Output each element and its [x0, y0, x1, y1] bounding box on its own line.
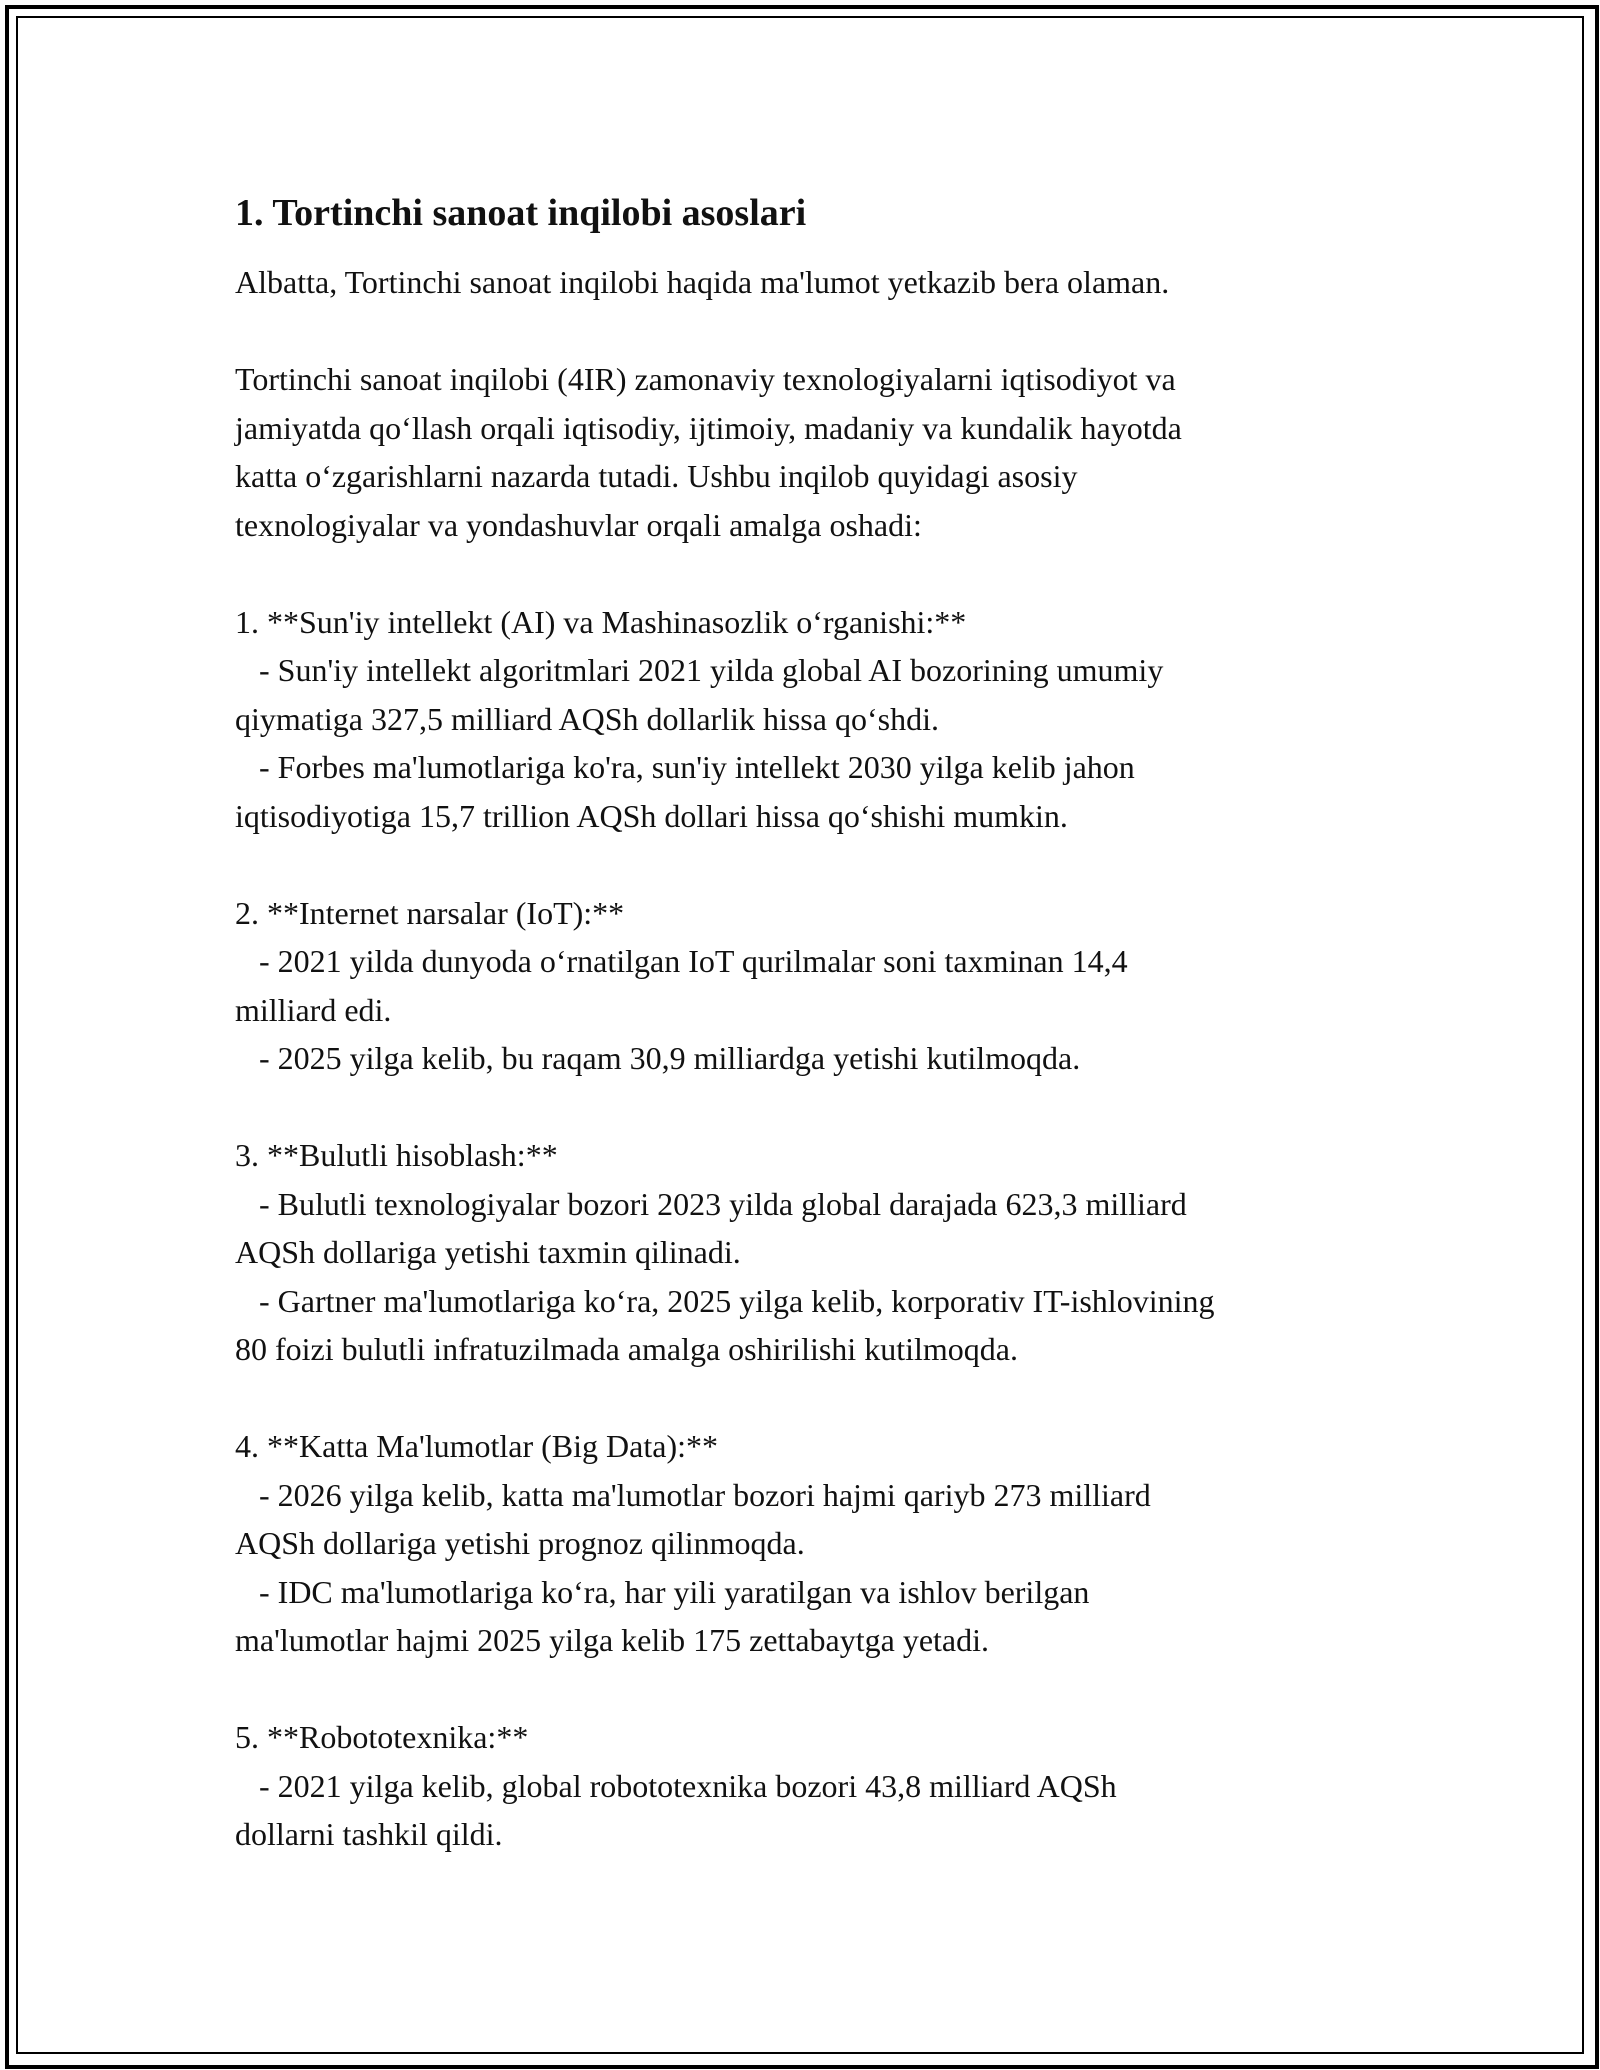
paragraph-line: texnologiyalar va yondashuvlar orqali amalga oshadi: [235, 506, 922, 543]
section-line: milliard edi. [235, 991, 392, 1028]
section-line: - 2026 yilga kelib, katta ma'lumotlar bozori hajmi qariyb 273 milliard [235, 1476, 1151, 1513]
spacer [235, 1374, 1395, 1423]
section-big-data [235, 1422, 1395, 1665]
section-cloud [235, 1131, 1395, 1374]
intro-line: Albatta, Tortinchi sanoat inqilobi haqida ma'lumot yetkazib bera olaman. [235, 264, 1170, 300]
section-heading: 3. **Bulutli hisoblash:** [235, 1137, 558, 1173]
section-line: - 2025 yilga kelib, bu raqam 30,9 milliardga yetishi kutilmoqda. [235, 1040, 1081, 1076]
paragraph-line: jamiyatda qo‘llash orqali iqtisodiy, ijtimoiy, madaniy va kundalik hayotda [235, 409, 1182, 446]
paragraph-line: katta o‘zgarishlarni nazarda tutadi. Ushbu inqilob quyidagi asosiy [235, 458, 1078, 494]
section-line: qiymatiga 327,5 milliard AQSh dollarlik hissa qo‘shdi. [235, 700, 939, 737]
section-heading: 2. **Internet narsalar (IoT):** [235, 894, 625, 931]
section-line: - 2021 yilda dunyoda o‘rnatilgan IoT qurilmalar soni taxminan 14,4 [235, 943, 1128, 979]
spacer [235, 307, 1395, 356]
section-heading: 1. **Sun'iy intellekt (AI) va Mashinasozlik o‘rganishi:** [235, 603, 967, 640]
spacer [235, 1665, 1395, 1714]
section-line: ma'lumotlar hajmi 2025 yilga kelib 175 zettabaytga yetadi. [235, 1622, 989, 1658]
section-line: - 2021 yilga kelib, global robototexnika bozori 43,8 milliard AQSh [235, 1767, 1117, 1804]
section-line: - Bulutli texnologiyalar bozori 2023 yilda global darajada 623,3 milliard [235, 1185, 1187, 1222]
section-ai [235, 598, 1395, 841]
section-line: - Sun'iy intellekt algoritmlari 2021 yilda global AI bozorining umumiy [235, 652, 1164, 688]
spacer [235, 1083, 1395, 1132]
section-line: AQSh dollariga yetishi prognoz qilinmoqda. [235, 1525, 805, 1561]
section-line: - Forbes ma'lumotlariga ko'ra, sun'iy intellekt 2030 yilga kelib jahon [235, 749, 1135, 785]
section-heading: 5. **Robototexnika:** [235, 1719, 529, 1755]
section-robotics [235, 1713, 1395, 1859]
section-line: - IDC ma'lumotlariga ko‘ra, har yili yaratilgan va ishlov berilgan [235, 1573, 1090, 1610]
section-iot [235, 889, 1395, 1083]
document-body [235, 188, 1395, 1859]
intro-paragraph [235, 355, 1395, 549]
section-line: dollarni tashkil qildi. [235, 1816, 503, 1852]
section-heading: 4. **Katta Ma'lumotlar (Big Data):** [235, 1428, 718, 1464]
section-line: 80 foizi bulutli infratuzilmada amalga oshirilishi kutilmoqda. [235, 1331, 1018, 1367]
section-line: AQSh dollariga yetishi taxmin qilinadi. [235, 1234, 741, 1270]
spacer [235, 840, 1395, 889]
section-line: - Gartner ma'lumotlariga ko‘ra, 2025 yilga kelib, korporativ IT-ishlovining [235, 1282, 1215, 1319]
document-title: 1. Tortinchi sanoat inqilobi asoslari [235, 192, 807, 234]
section-line: iqtisodiyotiga 15,7 trillion AQSh dollari hissa qo‘shishi mumkin. [235, 797, 1068, 834]
spacer [235, 549, 1395, 598]
paragraph-line: Tortinchi sanoat inqilobi (4IR) zamonaviy texnologiyalarni iqtisodiyot va [235, 361, 1176, 397]
